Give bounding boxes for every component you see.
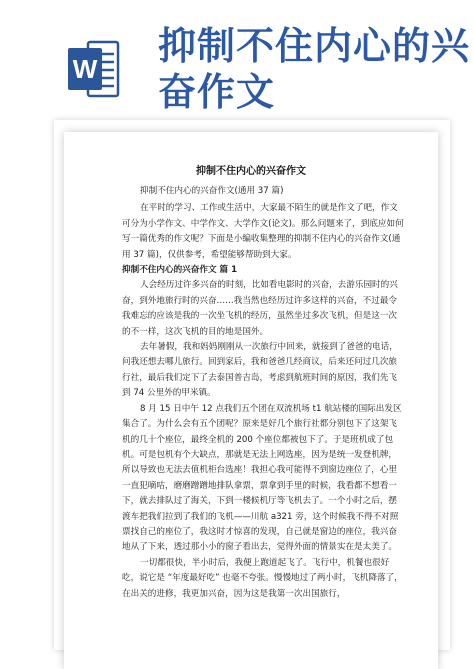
paragraph: 一切都很快，半小时后，我便上跑道起飞了。飞行中，机餐也很好吃，说它是 “年度最好吃” 也毫不夸张。慢慢地过了两小时，飞机降落了，在出关的进修，我更加兴奋，因为这是我第一次出国旅行，: [122, 557, 403, 599]
page-title-line2: 奋作文: [158, 70, 276, 114]
paragraph: 去年暑假，我和妈妈刚刚从一次旅行中回来，就接到了爸爸的电话，问我还想去哪儿旅行。回到家后，我和爸爸几经商议，后来还问过几次旅行社，最后我们定下了去泰国普吉岛，考虑到航班时间的原因，我们先飞到 74 公里外的甲米镇。: [122, 342, 398, 399]
document-title: 抑制不住内心的兴奋作文: [196, 166, 306, 177]
page-title-line1: 抑制不住内心的兴: [158, 24, 471, 68]
document-body: [122, 184, 404, 602]
section-heading: 抑制不住内心的兴奋作文 篇 1: [122, 265, 238, 276]
logo-letter: W: [72, 54, 98, 84]
document-page: [64, 132, 438, 669]
paragraph: 在平时的学习、工作或生活中，大家最不陌生的就是作文了吧，作文可分为小学作文、中学作文、大学作文(论文)。那么问题来了，到底应如何写一篇优秀的作文呢？下面是小编收集整理的抑制不住内心的兴奋作文(通用 37 篇)，仅供参考，希望能够帮助到大家。: [122, 203, 404, 260]
word-logo-icon: [68, 38, 120, 100]
document-subtitle: 抑制不住内心的兴奋作文(通用 37 篇): [140, 186, 284, 196]
header-banner: [0, 0, 474, 120]
paragraph: 人会经历过许多兴奋的时刻，比如看电影时的兴奋，去游乐园时的兴奋，到外地旅行时的兴奋……我当然也经历过许多这样的兴奋，不过最令我难忘的应该是我的一次坐飞机的经历，虽然坐过多次飞机，但是这一次的不一样，这次飞机的目的地是国外。: [122, 280, 398, 337]
paragraph: 8 月 15 日中午 12 点我们五个团在双流机场 t1 航站楼的国际出发区集合了。为什么会有五个团呢？原来是好几个旅行社都分别包下了这架飞机的几十个座位，最终全机的 200 个座位都被包下了。于是班机成了包机。可是包机有个大缺点，那就是无法上网选座，因为是统一发登机牌，所以导致也无法去值机柜台选座！我担心我可能得不到窗边座位了，心里一直犯嘀咕，磨磨蹭蹭地排队拿票，票拿到手里的时候，我看都不想看一下，就去排队过了海关，下到一楼候机厅等飞机去了。一个小时之后，摆渡车把我们拉到了我们的飞机——川航 a321 旁，这个时候我不得不对照票找自己的座位了，我这时才惊喜的发现，自己就是窗边的座位，我兴奋地从了下来，透过那小小的窗子看出去，觉得外面的情景实在是太美了。: [122, 403, 402, 553]
